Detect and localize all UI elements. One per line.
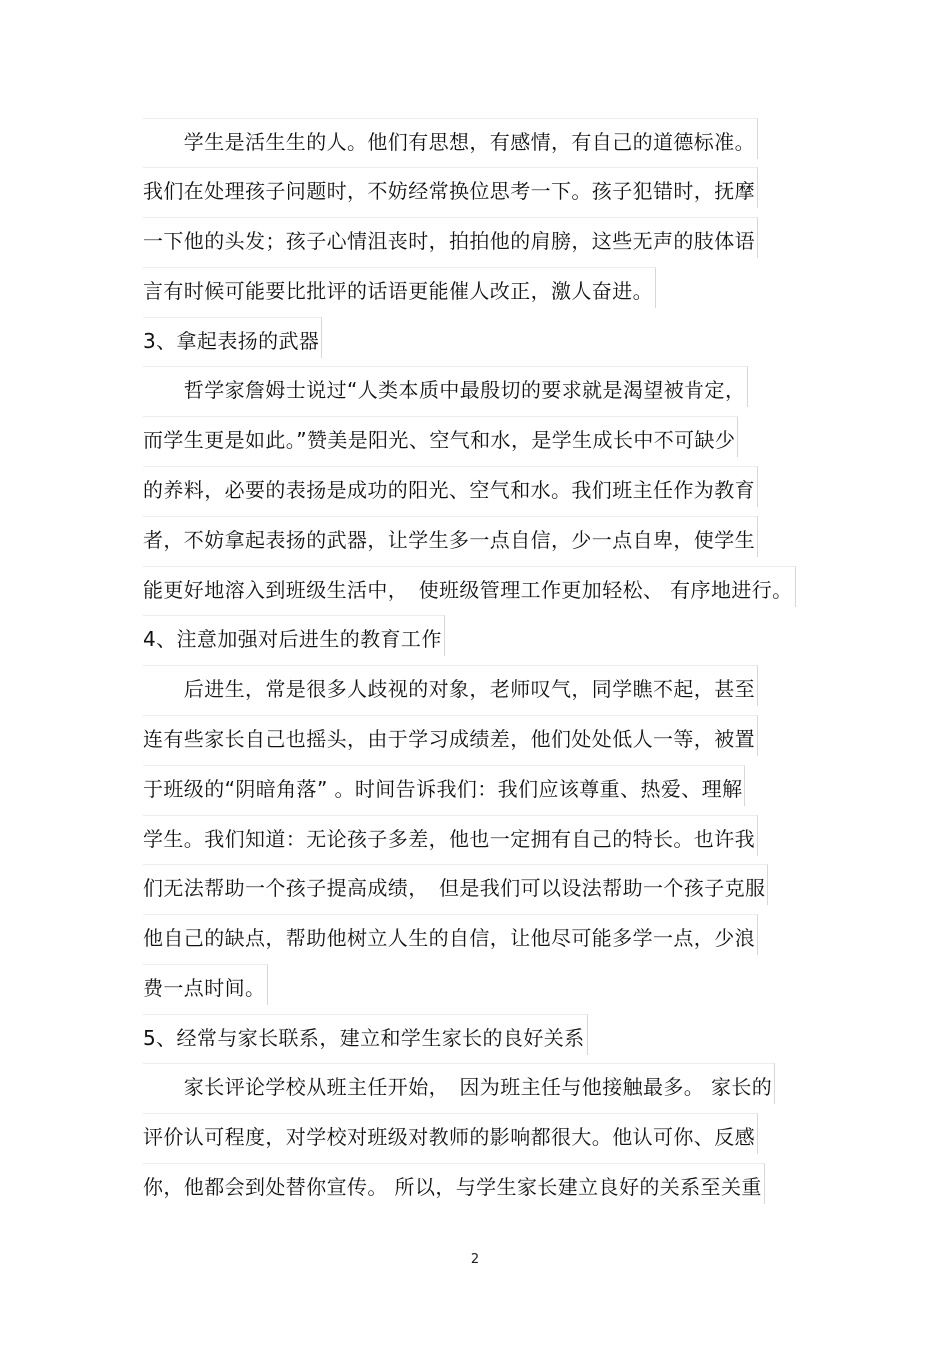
text-line: [143, 366, 748, 416]
text-line-content: 学生是活生生的人。他们有思想，有感情，有自己的道德标准。: [143, 118, 758, 159]
text-line: [143, 118, 758, 168]
text-line: [143, 1113, 758, 1163]
section-heading: [143, 615, 445, 665]
text-line-content: 费一点时间。: [143, 964, 268, 1005]
section-heading: [143, 1014, 588, 1064]
text-line: [143, 765, 745, 815]
text-line: [143, 914, 758, 964]
text-line: [143, 1163, 765, 1213]
section-heading-text: 5、经常与家长联系，建立和学生家长的良好关系: [143, 1014, 588, 1055]
section-heading: [143, 317, 322, 367]
text-line-content: 我们在处理孩子问题时，不妨经常换位思考一下。孩子犯错时，抚摩: [143, 167, 758, 208]
text-line: [143, 1063, 775, 1113]
text-line: [143, 864, 768, 914]
text-line-content: 你，他都会到处替你宣传。 所以，与学生家长建立良好的关系至关重: [143, 1163, 765, 1204]
section-heading-text: 3、拿起表扬的武器: [143, 317, 322, 358]
text-line-content: 家长评论学校从班主任开始， 因为班主任与他接触最多。 家长的: [143, 1063, 775, 1104]
text-line: [143, 815, 758, 865]
text-line-content: 的养料，必要的表扬是成功的阳光、空气和水。我们班主任作为教育: [143, 466, 758, 507]
text-line-content: 们无法帮助一个孩子提高成绩， 但是我们可以设法帮助一个孩子克服: [143, 864, 768, 905]
text-line: [143, 267, 656, 317]
text-line-content: 于班级的“阴暗角落” 。时间告诉我们：我们应该尊重、热爱、理解: [143, 765, 745, 806]
text-line-content: 能更好地溶入到班级生活中， 使班级管理工作更加轻松、 有序地进行。: [143, 566, 796, 607]
text-line-content: 学生。我们知道：无论孩子多差，他也一定拥有自己的特长。也许我: [143, 815, 758, 856]
text-line-content: 后进生，常是很多人歧视的对象，老师叹气，同学瞧不起，甚至: [143, 665, 758, 706]
text-line: [143, 416, 738, 466]
text-line: [143, 665, 758, 715]
text-line: [143, 217, 758, 267]
page-number: 2: [470, 1252, 480, 1267]
text-line-content: 他自己的缺点，帮助他树立人生的自信，让他尽可能多学一点，少浪: [143, 914, 758, 955]
text-line: [143, 715, 758, 765]
text-line: [143, 516, 758, 566]
text-line: [143, 964, 268, 1014]
text-line: [143, 566, 796, 616]
text-line-content: 连有些家长自己也摇头，由于学习成绩差，他们处处低人一等，被置: [143, 715, 758, 756]
text-line: [143, 167, 758, 217]
text-line: [143, 466, 758, 516]
section-heading-text: 4、注意加强对后进生的教育工作: [143, 615, 445, 656]
text-line-content: 者，不妨拿起表扬的武器，让学生多一点自信，少一点自卑，使学生: [143, 516, 758, 557]
text-line-content: 评价认可程度，对学校对班级对教师的影响都很大。他认可你、反感: [143, 1113, 758, 1154]
text-line-content: 而学生更是如此。”赞美是阳光、空气和水，是学生成长中不可缺少: [143, 416, 738, 457]
text-line-content: 哲学家詹姆士说过“人类本质中最殷切的要求就是渴望被肯定，: [143, 366, 748, 407]
text-line-content: 言有时候可能要比批评的话语更能催人改正，激人奋进。: [143, 267, 656, 308]
text-line-content: 一下他的头发；孩子心情沮丧时，拍拍他的肩膀，这些无声的肢体语: [143, 217, 758, 258]
